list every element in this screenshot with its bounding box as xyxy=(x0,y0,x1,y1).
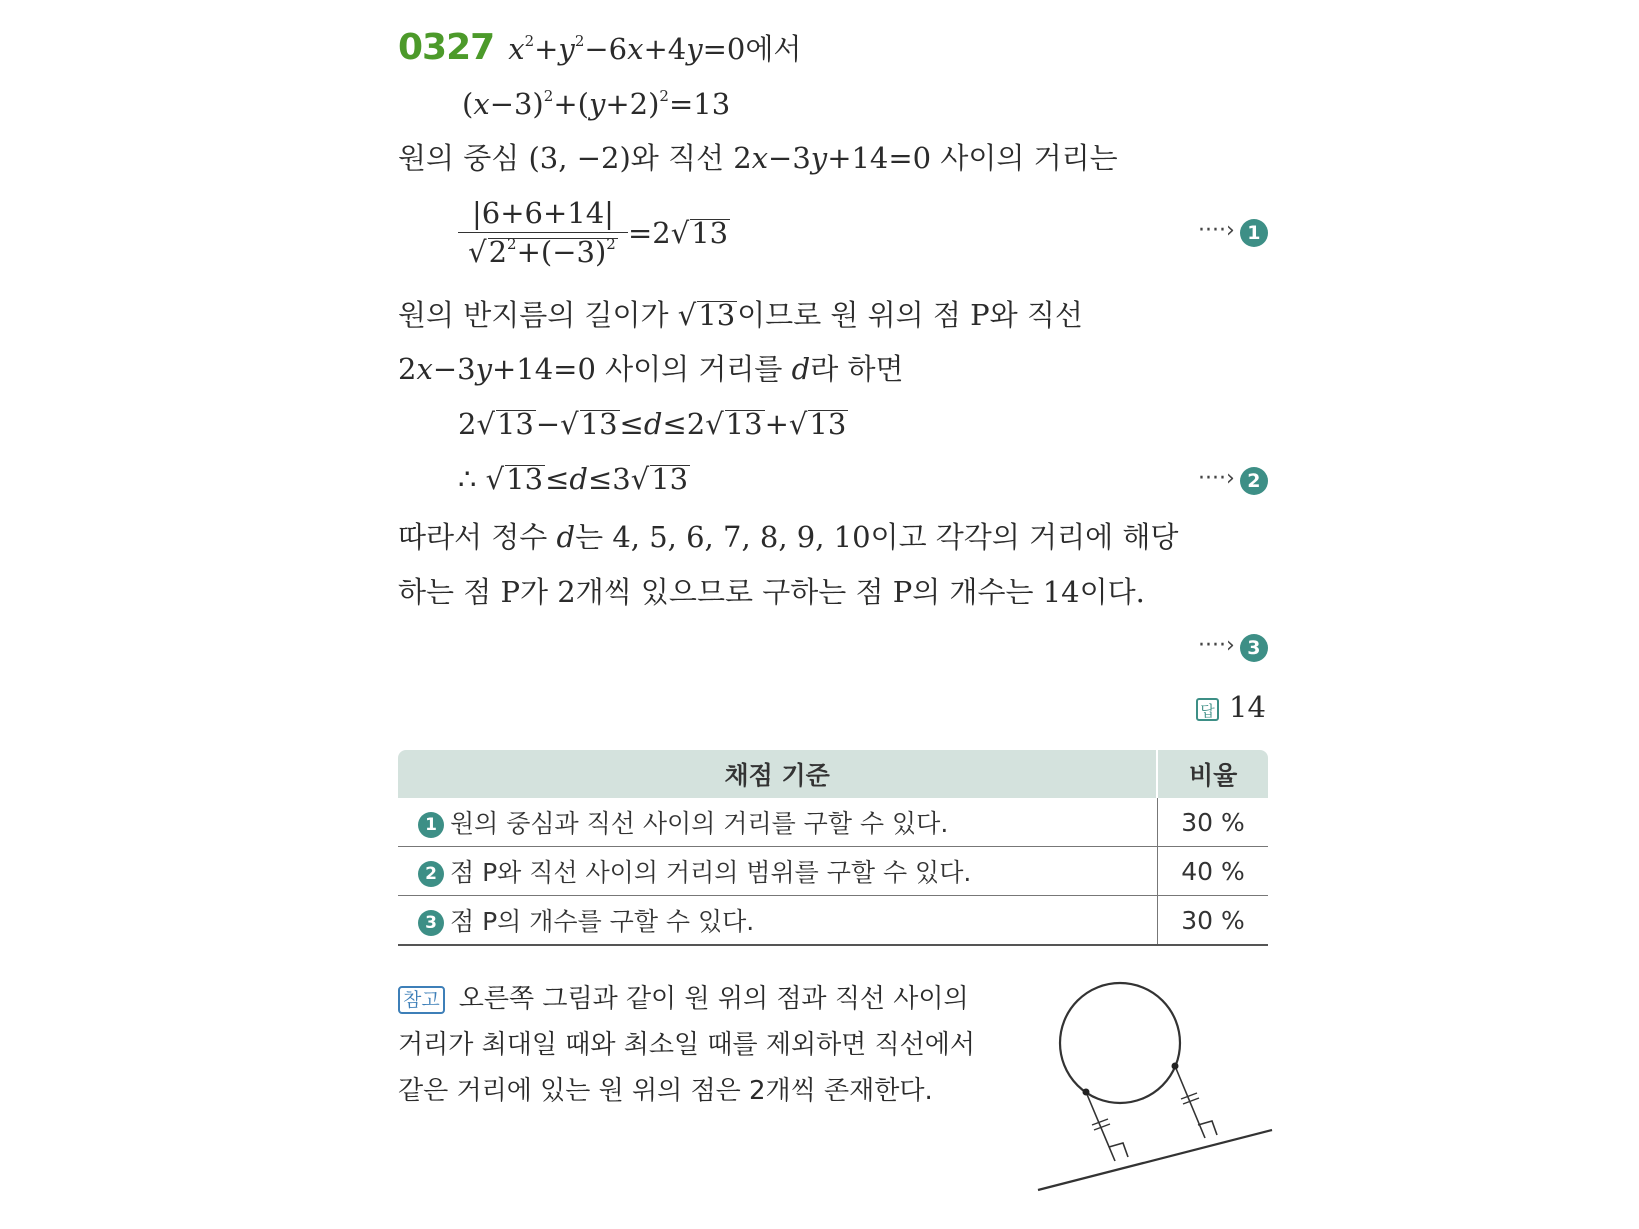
exponent: 2 xyxy=(659,87,669,105)
text: 2 xyxy=(488,235,508,269)
text: + xyxy=(534,32,559,66)
note-line-1 xyxy=(398,976,975,1022)
var-y: y xyxy=(475,352,492,386)
fraction-numerator: |6+6+14| xyxy=(458,196,628,233)
var-d: d xyxy=(556,520,576,554)
exponent: 2 xyxy=(574,32,585,50)
step-marker-1 xyxy=(1198,218,1268,247)
var-y: y xyxy=(686,32,703,66)
step-number-icon: 2 xyxy=(1240,467,1268,495)
fraction xyxy=(458,196,628,269)
var-d: d xyxy=(569,462,588,496)
text: 2 xyxy=(458,407,477,441)
sqrt-13: 13 xyxy=(506,462,544,496)
var-y: y xyxy=(810,141,828,175)
text: +2) xyxy=(605,87,660,121)
text: ( xyxy=(462,87,474,121)
step-marker-3 xyxy=(1198,633,1268,662)
point-2 xyxy=(1172,1063,1179,1070)
text: −3) xyxy=(489,87,544,121)
text: − xyxy=(535,407,561,441)
text: +14=0 사이의 거리는 xyxy=(827,141,1118,175)
text: −6 xyxy=(584,32,628,66)
text: −3 xyxy=(768,141,811,175)
criteria-cell xyxy=(398,847,1157,896)
text: 원의 중심 (3, −2)와 직선 2 xyxy=(398,141,752,175)
text: 는 4, 5, 6, 7, 8, 9, 10이고 각각의 거리에 해당 xyxy=(575,520,1179,554)
var-d: d xyxy=(791,352,811,386)
problem-line-5: 원의 반지름의 길이가 √13이므로 원 위의 점 P와 직선 xyxy=(398,298,1083,332)
answer xyxy=(1196,687,1266,727)
sqrt-13: 13 xyxy=(691,215,729,250)
criteria-text: 점 P와 직선 사이의 거리의 범위를 구할 수 있다. xyxy=(450,858,972,887)
ratio-cell: 40 % xyxy=(1157,847,1268,896)
exponent: 2 xyxy=(524,32,535,50)
var-x: x xyxy=(751,141,769,175)
note-tag: 참고 xyxy=(398,986,445,1014)
circle xyxy=(1060,983,1180,1103)
problem-line-2 xyxy=(462,84,730,124)
fraction-denominator: $√2^2+(-3)^2$ xyxy=(468,235,616,269)
text: 오른쪽 그림과 같이 원 위의 점과 직선 사이의 xyxy=(458,984,969,1014)
problem-line-9 xyxy=(398,517,1178,557)
var-y: y xyxy=(558,32,575,66)
line xyxy=(1038,1130,1272,1190)
sqrt-13: 13 xyxy=(725,407,763,441)
step-number-icon: 2 xyxy=(418,861,444,887)
header-criteria: 채점 기준 xyxy=(398,750,1157,798)
point-1 xyxy=(1083,1089,1090,1096)
grading-table xyxy=(398,750,1268,946)
sqrt-13: 13 xyxy=(698,298,736,332)
ratio-cell: 30 % xyxy=(1157,798,1268,847)
criteria-text: 원의 중심과 직선 사이의 거리를 구할 수 있다. xyxy=(450,809,949,838)
note-section xyxy=(398,976,975,1114)
answer-value: 14 xyxy=(1229,690,1266,724)
answer-icon: 답 xyxy=(1196,698,1219,721)
problem-line-1 xyxy=(398,28,801,68)
text: ≤ xyxy=(619,407,644,441)
text: =0에서 xyxy=(702,32,802,66)
sqrt-13: 13 xyxy=(809,407,847,441)
var-d: d xyxy=(643,407,663,441)
var-x: x xyxy=(416,352,433,386)
sqrt-13: 13 xyxy=(496,407,534,441)
text: +14=0 사이의 거리를 xyxy=(491,352,792,386)
text: −3 xyxy=(432,352,476,386)
problem-line-8: ∴ √13≤d≤3√13 xyxy=(458,462,689,496)
var-x: x xyxy=(473,87,490,121)
text: +( xyxy=(553,87,589,121)
table-row xyxy=(398,798,1268,847)
header-ratio: 비율 xyxy=(1157,750,1268,798)
text: =13 xyxy=(668,87,731,121)
criteria-text: 점 P의 개수를 구할 수 있다. xyxy=(450,907,755,936)
table-row xyxy=(398,847,1268,896)
arrow-icon: ····› xyxy=(1198,218,1235,243)
step-marker-2 xyxy=(1198,466,1268,495)
step-number-icon: 3 xyxy=(1240,634,1268,662)
note-line-3: 같은 거리에 있는 원 위의 점은 2개씩 존재한다. xyxy=(398,1076,933,1106)
note-line-2: 거리가 최대일 때와 최소일 때를 제외하면 직선에서 xyxy=(398,1030,976,1060)
text: +4 xyxy=(643,32,687,66)
text: 원의 반지름의 길이가 xyxy=(398,298,678,332)
text: 하는 점 P가 2개씩 있으므로 구하는 점 P의 개수는 14이다. xyxy=(398,575,1145,609)
exponent: 2 xyxy=(507,235,517,253)
ratio-cell: 30 % xyxy=(1157,896,1268,946)
text: 이므로 원 위의 점 P와 직선 xyxy=(737,298,1083,332)
problem-line-3 xyxy=(398,138,1118,178)
criteria-cell xyxy=(398,896,1157,946)
sqrt-13: 13 xyxy=(580,407,618,441)
step-number-icon: 1 xyxy=(1240,219,1268,247)
text: =2 xyxy=(627,215,671,250)
text: +(−3) xyxy=(516,235,607,269)
var-x: x xyxy=(627,32,644,66)
exponent: 2 xyxy=(543,87,554,105)
text: ≤2 xyxy=(662,407,706,441)
problem-line-6 xyxy=(398,349,904,389)
sqrt-13: 13 xyxy=(651,462,689,496)
exponent: 2 xyxy=(606,235,616,253)
problem-number: 0327 xyxy=(398,27,495,68)
table-row xyxy=(398,896,1268,946)
fraction-result: =2√13 xyxy=(627,215,729,250)
problem-line-7: 2√13−√13≤d≤2√13+√13 xyxy=(458,407,847,441)
distance-formula xyxy=(458,196,730,269)
text: 라 하면 xyxy=(810,352,904,386)
text: 2 xyxy=(398,352,417,386)
var-x: x xyxy=(508,32,525,66)
criteria-cell xyxy=(398,798,1157,847)
table-header xyxy=(398,750,1268,798)
text: ≤3 xyxy=(587,462,631,496)
text: 따라서 정수 xyxy=(398,520,557,554)
text: ≤ xyxy=(545,462,570,496)
text: + xyxy=(764,407,789,441)
step-number-icon: 3 xyxy=(418,910,444,936)
circle-line-figure xyxy=(1030,975,1280,1195)
problem-line-10 xyxy=(398,572,1145,612)
var-y: y xyxy=(588,87,606,121)
arrow-icon: ····› xyxy=(1198,466,1235,491)
text: ∴ xyxy=(458,462,486,496)
arrow-icon: ····› xyxy=(1198,633,1235,658)
step-number-icon: 1 xyxy=(418,812,444,838)
